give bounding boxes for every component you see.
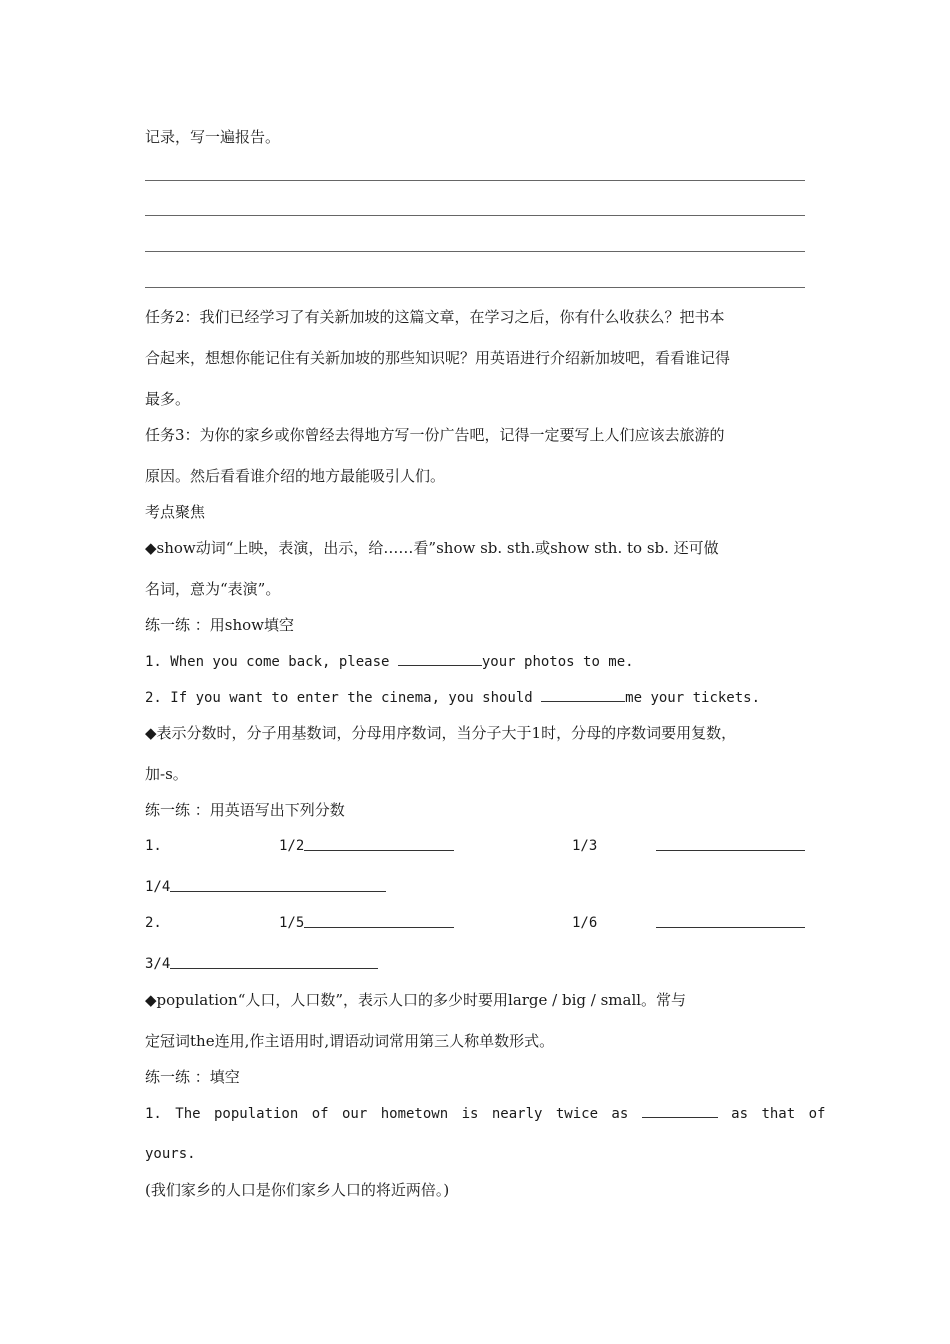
- fraction-3-4-blank[interactable]: [170, 954, 378, 974]
- fraction-1-3-label: 1/3: [572, 838, 598, 854]
- intro-line: 记录，写一遍报告。: [145, 128, 281, 146]
- fraction-row-1-number: 1.: [145, 838, 162, 854]
- task3-line-1: 任务3：为你的家乡或你曾经去得地方写一份广告吧，记得一定要写上人们应该去旅游的: [145, 426, 725, 444]
- question-text: your photos to me.: [481, 654, 634, 670]
- task2-line-3: 最多。: [145, 390, 191, 408]
- fraction-1-4-label: 1/4: [145, 879, 171, 895]
- answer-line-3: [145, 251, 805, 252]
- answer-line-2: [145, 215, 805, 216]
- fraction-1-6-blank[interactable]: [656, 913, 805, 933]
- answer-line-4: [145, 287, 805, 288]
- answer-blank[interactable]: [398, 651, 482, 666]
- fraction-1-5-label: 1/5: [279, 915, 305, 931]
- exercise3-translation: (我们家乡的人口是你们家乡人口的将近两倍。): [145, 1181, 450, 1199]
- fraction-1-6-label: 1/6: [572, 915, 598, 931]
- question-text: 2. If you want to enter the cinema, you should: [145, 690, 542, 706]
- fraction-3-4-label: 3/4: [145, 956, 171, 972]
- question-text: me your tickets.: [625, 690, 761, 706]
- population-point-line-2: 定冠词the连用,作主语用时,谓语动词常用第三人称单数形式。: [145, 1032, 555, 1050]
- fraction-1-5-blank[interactable]: [304, 913, 454, 933]
- answer-blank[interactable]: [642, 1103, 718, 1118]
- exercise3-heading: 练一练 ：填空: [145, 1068, 240, 1086]
- answer-line-1: [145, 180, 805, 181]
- fraction-1-2-blank[interactable]: [304, 836, 454, 856]
- section-title: 考点聚焦: [145, 503, 206, 521]
- question-text: 1. The population of our hometown is nearly twice as: [145, 1106, 642, 1122]
- exercise2-heading: 练一练 ：用英语写出下列分数: [145, 801, 345, 819]
- task3-line-2: 原因。然后看看谁介绍的地方最能吸引人们。: [145, 467, 446, 485]
- show-point-line-2: 名词，意为“表演”。: [145, 580, 281, 598]
- exercise1-question-2: [145, 687, 760, 707]
- question-text: as that of: [717, 1106, 826, 1122]
- fraction-1-4-blank[interactable]: [170, 877, 386, 897]
- population-point-line-1: ◆population“人口，人口数”，表示人口的多少时要用large / big / small。常与: [145, 991, 687, 1009]
- fraction-1-3-blank[interactable]: [656, 836, 805, 856]
- exercise3-question-1-continued: yours.: [145, 1146, 196, 1162]
- exercise1-question-1: [145, 651, 634, 671]
- fraction-point-line-1: ◆表示分数时，分子用基数词，分母用序数词，当分子大于1时，分母的序数词要用复数，: [145, 724, 737, 742]
- task2-line-1: 任务2：我们已经学习了有关新加坡的这篇文章，在学习之后，你有什么收获么？把书本: [145, 308, 725, 326]
- exercise3-question-1: [145, 1103, 825, 1123]
- task2-line-2: 合起来，想想你能记住有关新加坡的那些知识呢？用英语进行介绍新加坡吧，看看谁记得: [145, 349, 731, 367]
- fraction-1-2-label: 1/2: [279, 838, 305, 854]
- answer-blank[interactable]: [541, 687, 625, 702]
- fraction-row-2-number: 2.: [145, 915, 162, 931]
- exercise1-heading: 练一练 ：用show填空: [145, 616, 294, 634]
- question-text: 1. When you come back, please: [145, 654, 398, 670]
- fraction-point-line-2: 加-s。: [145, 765, 188, 783]
- show-point-line-1: ◆show动词“上映，表演，出示，给……看”show sb. sth.或show sth. to sb. 还可做: [145, 539, 719, 557]
